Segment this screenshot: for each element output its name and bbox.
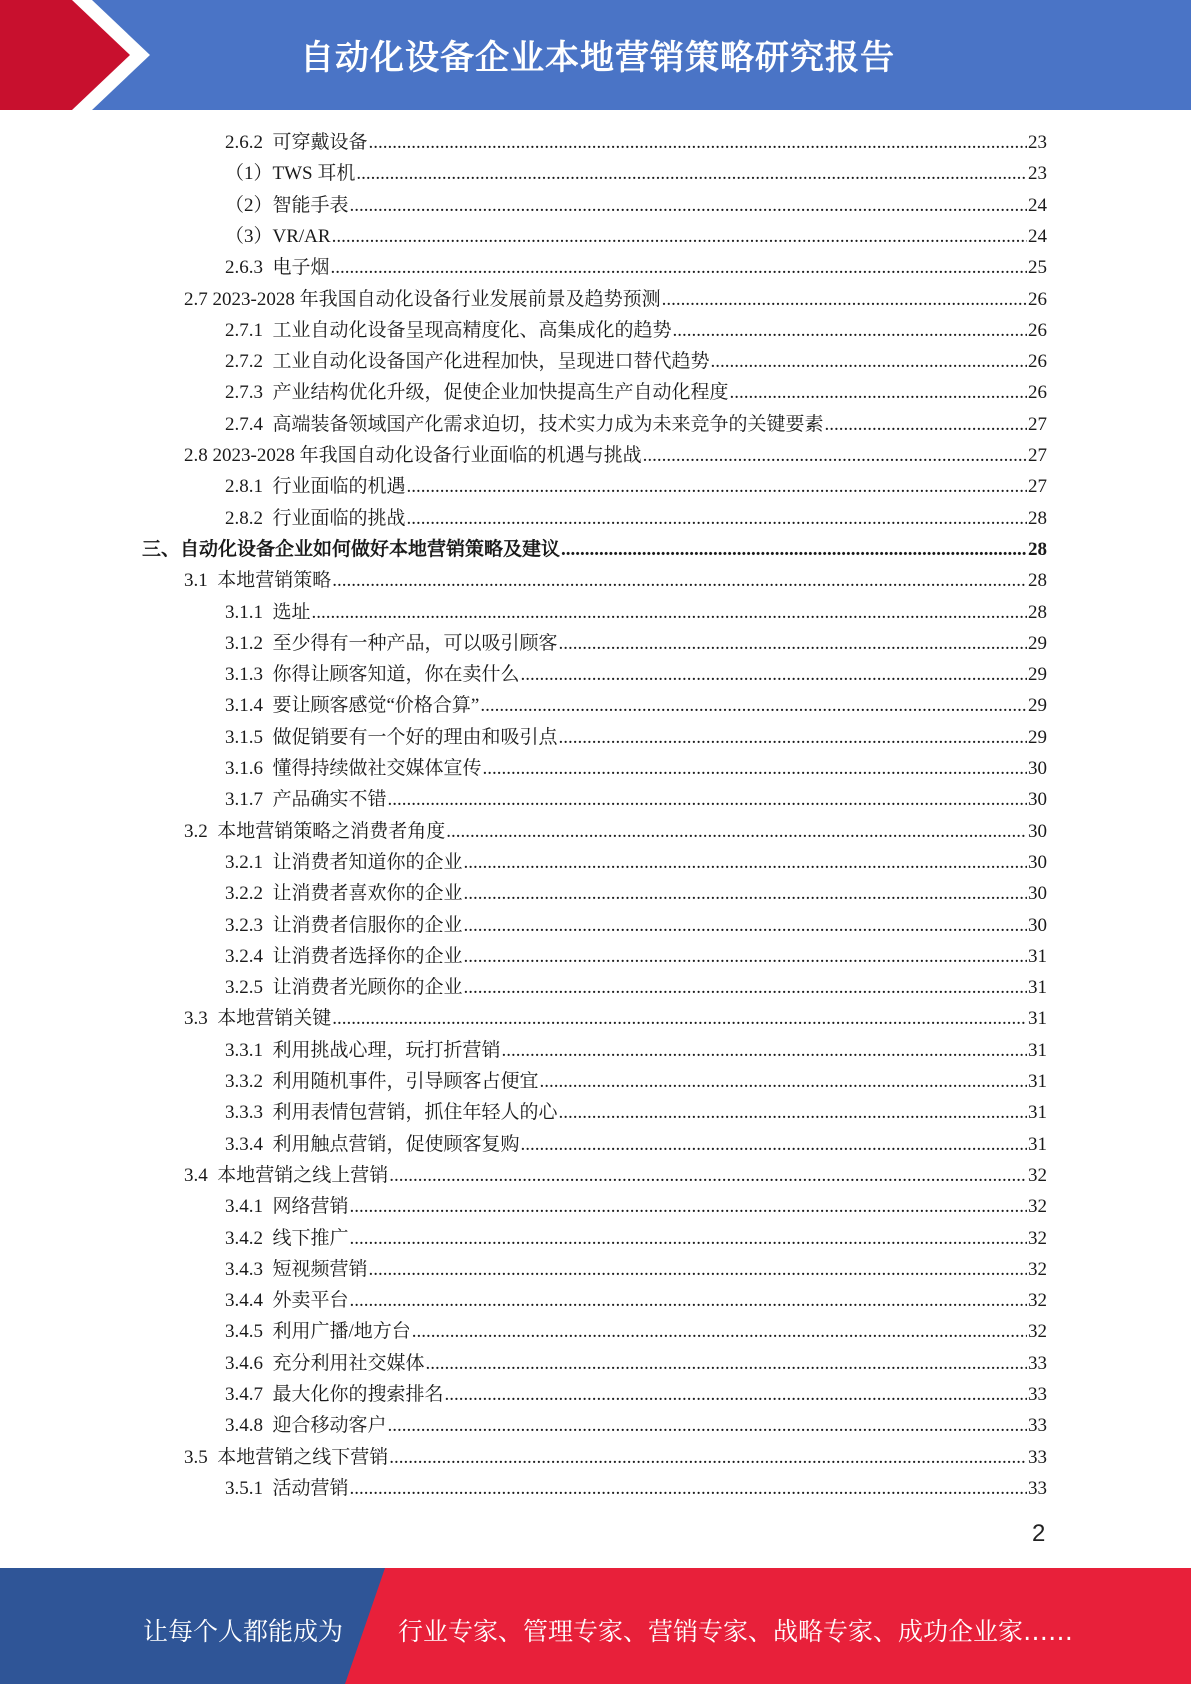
toc-leader-dots bbox=[312, 598, 1027, 628]
toc-entry[interactable] bbox=[225, 1349, 1047, 1379]
toc-entry-label: 3.2.3 让消费者信服你的企业 bbox=[225, 914, 463, 936]
toc-entry-label: 3.4.4 外卖平台 bbox=[225, 1290, 349, 1312]
toc-leader-dots bbox=[350, 1474, 1027, 1504]
toc-entry[interactable] bbox=[225, 191, 1047, 221]
toc-entry[interactable] bbox=[225, 472, 1047, 502]
toc-entry-page: 31 bbox=[1028, 1008, 1047, 1030]
toc-entry-page: 30 bbox=[1028, 914, 1047, 936]
toc-entry-page: 28 bbox=[1028, 507, 1047, 529]
toc-leader-dots bbox=[332, 1004, 1027, 1034]
toc-leader-dots bbox=[464, 973, 1027, 1003]
toc-entry-page: 30 bbox=[1028, 851, 1047, 873]
toc-entry[interactable] bbox=[225, 1098, 1047, 1128]
toc-entry-label: 3.4.2 线下推广 bbox=[225, 1227, 349, 1249]
toc-entry-label: 3.1.6 懂得持续做社交媒体宣传 bbox=[225, 758, 482, 779]
toc-leader-dots bbox=[445, 1380, 1027, 1410]
toc-leader-dots bbox=[561, 535, 1027, 565]
toc-entry-label: 2.7.2 工业自动化设备国产化进程加快，呈现进口替代趋势 bbox=[225, 351, 710, 373]
toc-entry-page: 23 bbox=[1028, 132, 1047, 153]
toc-leader-dots bbox=[350, 1224, 1027, 1254]
toc-entry-label: 3.3.1 利用挑战心理，玩打折营销 bbox=[225, 1039, 501, 1061]
toc-entry-label: （2）智能手表 bbox=[225, 194, 349, 216]
page-footer bbox=[0, 1568, 1191, 1684]
toc-entry[interactable] bbox=[225, 754, 1047, 784]
toc-leader-dots bbox=[711, 347, 1027, 377]
toc-leader-dots bbox=[559, 629, 1027, 659]
toc-entry-label: 3.3 本地营销关键 bbox=[184, 1008, 332, 1030]
toc-entry-page: 26 bbox=[1028, 351, 1047, 373]
toc-leader-dots bbox=[673, 316, 1027, 346]
toc-entry-page: 32 bbox=[1028, 1196, 1047, 1218]
toc-entry-label: 3.2 本地营销策略之消费者角度 bbox=[184, 820, 446, 842]
toc-leader-dots bbox=[643, 441, 1027, 471]
toc-entry[interactable] bbox=[225, 691, 1047, 721]
toc-leader-dots bbox=[350, 191, 1027, 221]
toc-entry-page: 26 bbox=[1028, 319, 1047, 341]
toc-entry-page: 27 bbox=[1028, 476, 1047, 498]
toc-entry[interactable] bbox=[184, 441, 1047, 471]
toc-entry-page: 30 bbox=[1028, 758, 1047, 779]
toc-entry[interactable] bbox=[225, 504, 1047, 534]
page-header bbox=[0, 0, 1191, 110]
toc-entry-page: 25 bbox=[1028, 257, 1047, 279]
toc-entry-label: 2.7.4 高端装备领域国产化需求迫切，技术实力成为未来竞争的关键要素 bbox=[225, 413, 824, 435]
toc-entry[interactable] bbox=[225, 660, 1047, 690]
toc-entry-page: 27 bbox=[1028, 445, 1047, 466]
toc-entry[interactable] bbox=[225, 316, 1047, 346]
toc-entry-label: 3.2.5 让消费者光顾你的企业 bbox=[225, 977, 463, 999]
toc-entry[interactable] bbox=[225, 598, 1047, 628]
toc-entry-page: 28 bbox=[1028, 570, 1047, 592]
toc-entry[interactable] bbox=[225, 1286, 1047, 1316]
toc-entry-page: 31 bbox=[1028, 977, 1047, 999]
toc-entry[interactable] bbox=[225, 848, 1047, 878]
toc-entry-label: 3.2.2 让消费者喜欢你的企业 bbox=[225, 883, 463, 905]
toc-leader-dots bbox=[388, 785, 1027, 815]
toc-leader-dots bbox=[389, 1443, 1027, 1473]
toc-entry[interactable] bbox=[225, 159, 1047, 189]
toc-leader-dots bbox=[521, 1130, 1027, 1160]
toc-entry-label: 3.1.4 要让顾客感觉“价格合算” bbox=[225, 695, 480, 717]
toc-entry[interactable] bbox=[184, 285, 1047, 315]
toc-leader-dots bbox=[483, 754, 1027, 784]
footer-slogan-right: 行业专家、管理专家、营销专家、战略专家、成功企业家…… bbox=[398, 1617, 1074, 1646]
toc-entry-label: 2.7.3 产业结构优化升级，促使企业加快提高生产自动化程度 bbox=[225, 382, 729, 404]
toc-entry-label: 3.4.1 网络营销 bbox=[225, 1196, 349, 1218]
toc-entry-page: 33 bbox=[1028, 1384, 1047, 1405]
toc-entry[interactable] bbox=[225, 128, 1047, 158]
toc-leader-dots bbox=[350, 1192, 1027, 1222]
toc-entry[interactable] bbox=[225, 1067, 1047, 1097]
toc-entry-page: 26 bbox=[1028, 382, 1047, 404]
toc-leader-dots bbox=[464, 848, 1027, 878]
toc-leader-dots bbox=[446, 817, 1027, 847]
report-title: 自动化设备企业本地营销策略研究报告 bbox=[300, 38, 895, 78]
toc-entry-label: 2.7 2023-2028 年我国自动化设备行业发展前景及趋势预测 bbox=[184, 288, 661, 310]
toc-entry-page: 32 bbox=[1028, 1164, 1047, 1186]
toc-entry-label: 3.4.8 迎合移动客户 bbox=[225, 1415, 387, 1437]
toc-entry[interactable] bbox=[225, 1130, 1047, 1160]
toc-entry[interactable] bbox=[184, 1161, 1047, 1191]
toc-entry-label: 2.8.2 行业面临的挑战 bbox=[225, 507, 406, 529]
toc-entry-page: 24 bbox=[1028, 225, 1047, 247]
toc-leader-dots bbox=[389, 1161, 1027, 1191]
toc-leader-dots bbox=[350, 1286, 1027, 1316]
toc-entry-page: 31 bbox=[1028, 1102, 1047, 1124]
toc-entry-page: 23 bbox=[1028, 163, 1047, 185]
toc-entry-label: 2.6.2 可穿戴设备 bbox=[225, 132, 368, 153]
toc-leader-dots bbox=[407, 472, 1027, 502]
toc-entry-page: 33 bbox=[1028, 1415, 1047, 1437]
toc-entry-label: 三、自动化设备企业如何做好本地营销策略及建议 bbox=[142, 538, 561, 560]
toc-entry-label: （3）VR/AR bbox=[225, 225, 331, 247]
toc-entry[interactable] bbox=[225, 1224, 1047, 1254]
toc-entry[interactable] bbox=[184, 566, 1047, 596]
toc-entry-page: 24 bbox=[1028, 194, 1047, 216]
toc-entry-label: 3.4.7 最大化你的搜索排名 bbox=[225, 1384, 444, 1405]
footer-slogan-left: 让每个人都能成为 bbox=[143, 1617, 344, 1646]
toc-entry[interactable] bbox=[225, 1411, 1047, 1441]
toc-leader-dots bbox=[332, 566, 1027, 596]
toc-entry-page: 29 bbox=[1028, 632, 1047, 654]
toc-entry-page: 29 bbox=[1028, 726, 1047, 748]
toc-entry[interactable] bbox=[225, 1255, 1047, 1285]
toc-entry-label: 3.1 本地营销策略 bbox=[184, 570, 332, 592]
toc-entry-page: 32 bbox=[1028, 1258, 1047, 1280]
toc-leader-dots bbox=[407, 504, 1027, 534]
toc-entry-page: 33 bbox=[1028, 1477, 1047, 1499]
toc-leader-dots bbox=[388, 1411, 1027, 1441]
toc-leader-dots bbox=[464, 879, 1027, 909]
toc-entry[interactable] bbox=[225, 253, 1047, 283]
toc-entry[interactable] bbox=[225, 222, 1047, 252]
page-number: 2 bbox=[1032, 1520, 1046, 1547]
toc-leader-dots bbox=[369, 1255, 1027, 1285]
toc-entry-page: 33 bbox=[1028, 1352, 1047, 1374]
toc-leader-dots bbox=[559, 1098, 1027, 1128]
toc-entry-label: 2.6.3 电子烟 bbox=[225, 257, 330, 279]
toc-entry[interactable] bbox=[184, 1443, 1047, 1473]
toc-entry[interactable] bbox=[225, 629, 1047, 659]
toc-entry-label: 3.2.4 让消费者选择你的企业 bbox=[225, 945, 463, 967]
toc-entry-label: 3.4.3 短视频营销 bbox=[225, 1258, 368, 1280]
toc-entry[interactable] bbox=[225, 1380, 1047, 1410]
toc-entry-label: 2.8.1 行业面临的机遇 bbox=[225, 476, 406, 498]
toc-entry[interactable] bbox=[225, 911, 1047, 941]
toc-entry-label: 3.4.6 充分利用社交媒体 bbox=[225, 1352, 425, 1374]
toc-entry-page: 31 bbox=[1028, 1071, 1047, 1092]
toc-entry-page: 30 bbox=[1028, 789, 1047, 811]
toc-leader-dots bbox=[332, 222, 1027, 252]
toc-leader-dots bbox=[464, 911, 1027, 941]
toc-entry-page: 29 bbox=[1028, 695, 1047, 717]
toc-leader-dots bbox=[730, 378, 1027, 408]
toc-entry-page: 32 bbox=[1028, 1227, 1047, 1249]
toc-entry[interactable] bbox=[184, 1004, 1047, 1034]
toc-entry-page: 30 bbox=[1028, 883, 1047, 905]
toc-entry-label: 3.1.5 做促销要有一个好的理由和吸引点 bbox=[225, 726, 558, 748]
toc-entry[interactable] bbox=[225, 785, 1047, 815]
toc-entry[interactable] bbox=[225, 410, 1047, 440]
toc-entry[interactable] bbox=[225, 1192, 1047, 1222]
toc-entry-label: 3.2.1 让消费者知道你的企业 bbox=[225, 851, 463, 873]
toc-leader-dots bbox=[464, 942, 1027, 972]
toc-entry[interactable] bbox=[142, 535, 1047, 565]
toc-entry-page: 28 bbox=[1028, 538, 1047, 560]
toc-leader-dots bbox=[540, 1067, 1027, 1097]
toc-entry-label: 3.4.5 利用广播/地方台 bbox=[225, 1321, 411, 1343]
toc-entry[interactable] bbox=[225, 723, 1047, 753]
toc-entry[interactable] bbox=[225, 973, 1047, 1003]
toc-entry[interactable] bbox=[184, 817, 1047, 847]
toc-entry-page: 26 bbox=[1028, 288, 1047, 310]
toc-entry-page: 27 bbox=[1028, 413, 1047, 435]
toc-leader-dots bbox=[662, 285, 1027, 315]
toc-leader-dots bbox=[426, 1349, 1027, 1379]
toc-entry-page: 33 bbox=[1028, 1446, 1047, 1468]
toc-leader-dots bbox=[559, 723, 1027, 753]
toc-entry-page: 31 bbox=[1028, 1133, 1047, 1155]
toc-leader-dots bbox=[521, 660, 1027, 690]
toc-entry-label: 3.5.1 活动营销 bbox=[225, 1477, 349, 1499]
toc-entry-label: 3.1.7 产品确实不错 bbox=[225, 789, 387, 811]
toc-entry-label: 3.5 本地营销之线下营销 bbox=[184, 1446, 389, 1468]
toc-entry-page: 28 bbox=[1028, 601, 1047, 623]
toc-entry[interactable] bbox=[225, 1474, 1047, 1504]
toc-entry-label: 3.1.2 至少得有一种产品，可以吸引顾客 bbox=[225, 632, 558, 654]
toc-entry-page: 31 bbox=[1028, 1039, 1047, 1061]
toc-entry-label: 3.1.3 你得让顾客知道，你在卖什么 bbox=[225, 664, 520, 686]
toc-entry-label: 3.3.2 利用随机事件，引导顾客占便宜 bbox=[225, 1071, 539, 1092]
toc-entry-label: 3.3.4 利用触点营销，促使顾客复购 bbox=[225, 1133, 520, 1155]
toc-entry-label: 3.4 本地营销之线上营销 bbox=[184, 1164, 389, 1186]
toc-entry-page: 31 bbox=[1028, 945, 1047, 967]
toc-entry-label: 3.3.3 利用表情包营销，抓住年轻人的心 bbox=[225, 1102, 558, 1124]
toc-leader-dots bbox=[480, 691, 1027, 721]
toc-entry[interactable] bbox=[225, 942, 1047, 972]
toc-entry-page: 29 bbox=[1028, 664, 1047, 686]
toc-leader-dots bbox=[356, 159, 1027, 189]
toc-leader-dots bbox=[502, 1036, 1027, 1066]
toc-entry[interactable] bbox=[225, 378, 1047, 408]
toc-entry[interactable] bbox=[225, 879, 1047, 909]
toc-leader-dots bbox=[369, 128, 1027, 158]
toc-entry-page: 30 bbox=[1028, 820, 1047, 842]
toc-entry-label: 2.8 2023-2028 年我国自动化设备行业面临的机遇与挑战 bbox=[184, 445, 642, 466]
toc-entry-page: 32 bbox=[1028, 1321, 1047, 1343]
toc-entry-label: （1）TWS 耳机 bbox=[225, 163, 356, 185]
toc-entry-label: 2.7.1 工业自动化设备呈现高精度化、高集成化的趋势 bbox=[225, 319, 672, 341]
toc-entry-page: 32 bbox=[1028, 1290, 1047, 1312]
toc-entry[interactable] bbox=[225, 1036, 1047, 1066]
toc-leader-dots bbox=[412, 1317, 1027, 1347]
toc-entry[interactable] bbox=[225, 1317, 1047, 1347]
toc-leader-dots bbox=[825, 410, 1027, 440]
toc-entry[interactable] bbox=[225, 347, 1047, 377]
toc-leader-dots bbox=[331, 253, 1027, 283]
toc-entry-label: 3.1.1 选址 bbox=[225, 601, 311, 623]
